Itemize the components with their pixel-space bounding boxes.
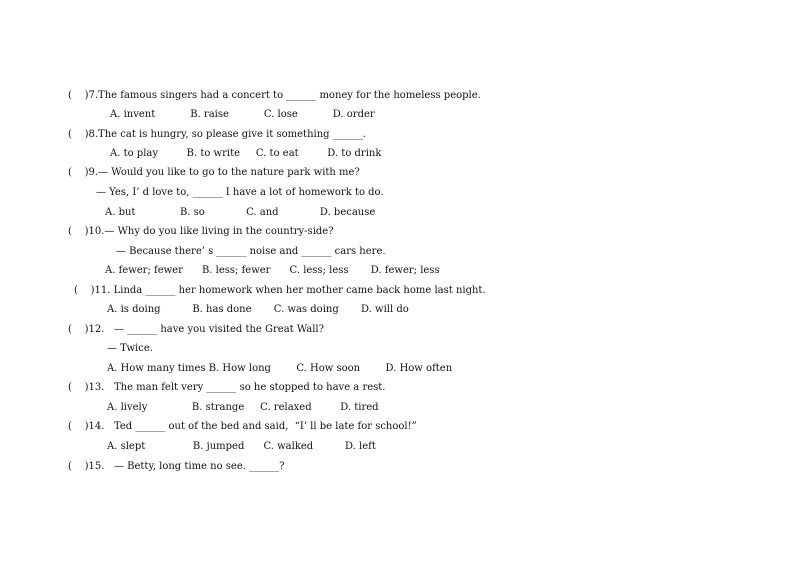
question-9-stem: ( )9.— Would you like to go to the nature park with me? — [68, 167, 360, 178]
question-12-options: A. How many times B. How long C. How soon D. How often — [107, 363, 453, 374]
question-9-response: — Yes, I’ d love to, ______ I have a lot of homework to do. — [96, 187, 384, 198]
question-10-response: — Because there’ s ______ noise and ______ cars here. — [116, 246, 386, 257]
question-15-stem: ( )15. — Betty, long time no see. ______? — [68, 461, 285, 472]
question-13-options: A. lively B. strange C. relaxed D. tired — [107, 402, 379, 413]
question-7-options: A. invent B. raise C. lose D. order — [110, 109, 375, 120]
question-12-response: — Twice. — [107, 343, 153, 354]
question-14-stem: ( )14. Ted ______ out of the bed and said, “I’ ll be late for school!” — [68, 421, 417, 432]
question-7-stem: ( )7.The famous singers had a concert to ______ money for the homeless people. — [68, 90, 481, 101]
question-11-stem: ( )11. Linda ______ her homework when her mother came back home last night. — [74, 285, 486, 296]
question-9-options: A. but B. so C. and D. because — [105, 207, 376, 218]
question-13-stem: ( )13. The man felt very ______ so he stopped to have a rest. — [68, 382, 386, 393]
question-12-stem: ( )12. — ______ have you visited the Great Wall? — [68, 324, 324, 335]
question-10-options: A. fewer; fewer B. less; fewer C. less; less D. fewer; less — [105, 265, 440, 276]
question-8-stem: ( )8.The cat is hungry, so please give it something ______. — [68, 129, 366, 140]
question-11-options: A. is doing B. has done C. was doing D. will do — [107, 304, 409, 315]
question-10-stem: ( )10.— Why do you like living in the country-side? — [68, 226, 334, 237]
question-8-options: A. to play B. to write C. to eat D. to drink — [110, 148, 382, 159]
question-14-options: A. slept B. jumped C. walked D. left — [107, 441, 376, 452]
